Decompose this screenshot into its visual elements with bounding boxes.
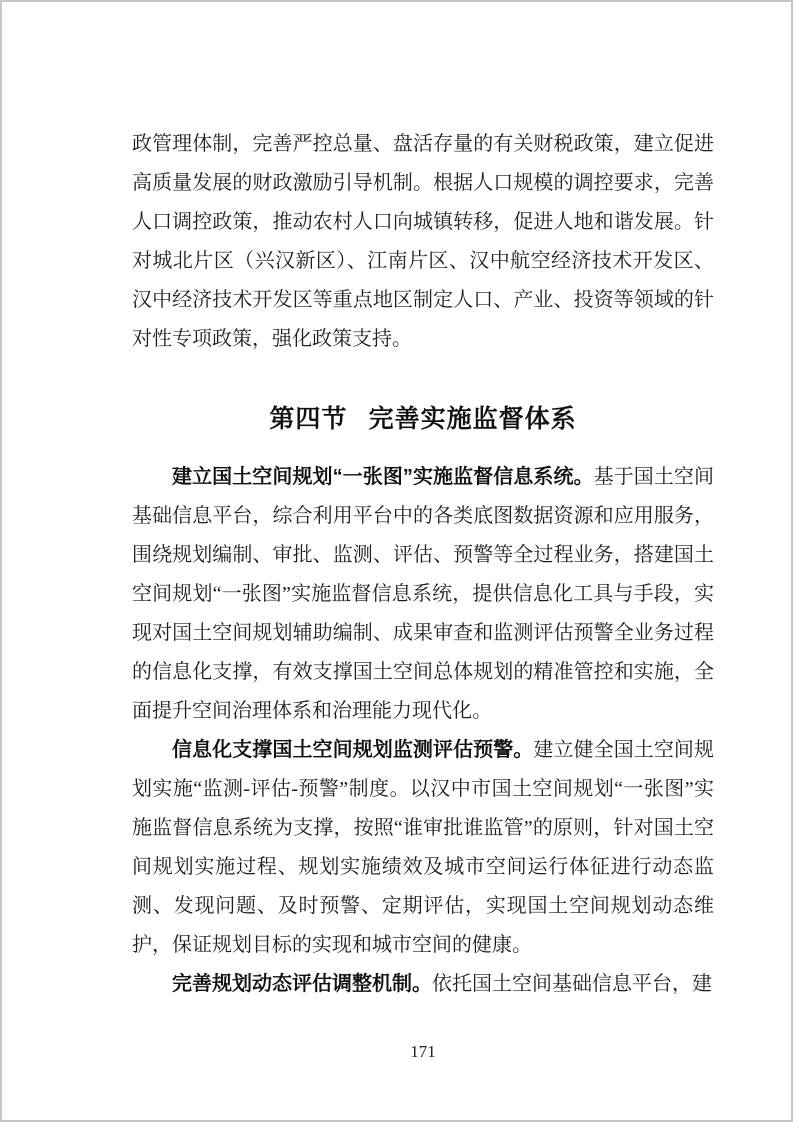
section-heading [132, 401, 714, 437]
paragraph-lead: 完善规划动态评估调整机制。 [172, 973, 432, 995]
paragraph-text: 依托国土空间基础信息平台，建 [432, 973, 712, 995]
section-title: 完善实施监督体系 [368, 405, 577, 433]
paragraph-lead: 建立国土空间规划“一张图”实施监督信息系统。 [172, 466, 594, 488]
paragraph-lead: 信息化支撑国土空间规划监测评估预警。 [172, 739, 534, 761]
paragraph-text: 建立健全国土空间规划实施“监测-评估-预警”制度。以汉中市国土空间规划“一张图”实施监督信息系统为支撑，按照“谁审批谁监管”的原则，针对国土空间规划实施过程、规划实施绩效及城市空间运行体征进行动态监测、发现问题、及时预警、定期评估，实现国土空间规划动态维护，保证规划目标的实现和城市空间的健康。 [132, 739, 715, 956]
page-content [132, 125, 714, 1064]
section-number: 第四节 [269, 405, 348, 433]
page-number: 171 [410, 1042, 436, 1061]
paragraph [132, 731, 714, 965]
paragraph-text: 政管理体制，完善严控总量、盘活存量的有关财税政策，建立促进高质量发展的财政激励引导机制。根据人口规模的调控要求，完善人口调控政策，推动农村人口向城镇转移，促进人地和谐发展。针对城北片区（兴汉新区）、江南片区、汉中航空经济技术开发区、汉中经济技术开发区等重点地区制定人口、产业、投资等领域的针对性专项政策，强化政策支持。 [132, 133, 714, 350]
paragraph [132, 965, 714, 1004]
paragraph-continuation [132, 125, 714, 359]
paragraph [132, 458, 714, 731]
paragraph-text: 基于国土空间基础信息平台，综合利用平台中的各类底图数据资源和应用服务，围绕规划编制、审批、监测、评估、预警等全过程业务，搭建国土空间规划“一张图”实施监督信息系统，提供信息化工具与手段，实现对国土空间规划辅助编制、成果审查和监测评估预警全业务过程的信息化支撑，有效支撑国土空间总体规划的精准管控和实施，全面提升空间治理体系和治理能力现代化。 [132, 466, 715, 722]
